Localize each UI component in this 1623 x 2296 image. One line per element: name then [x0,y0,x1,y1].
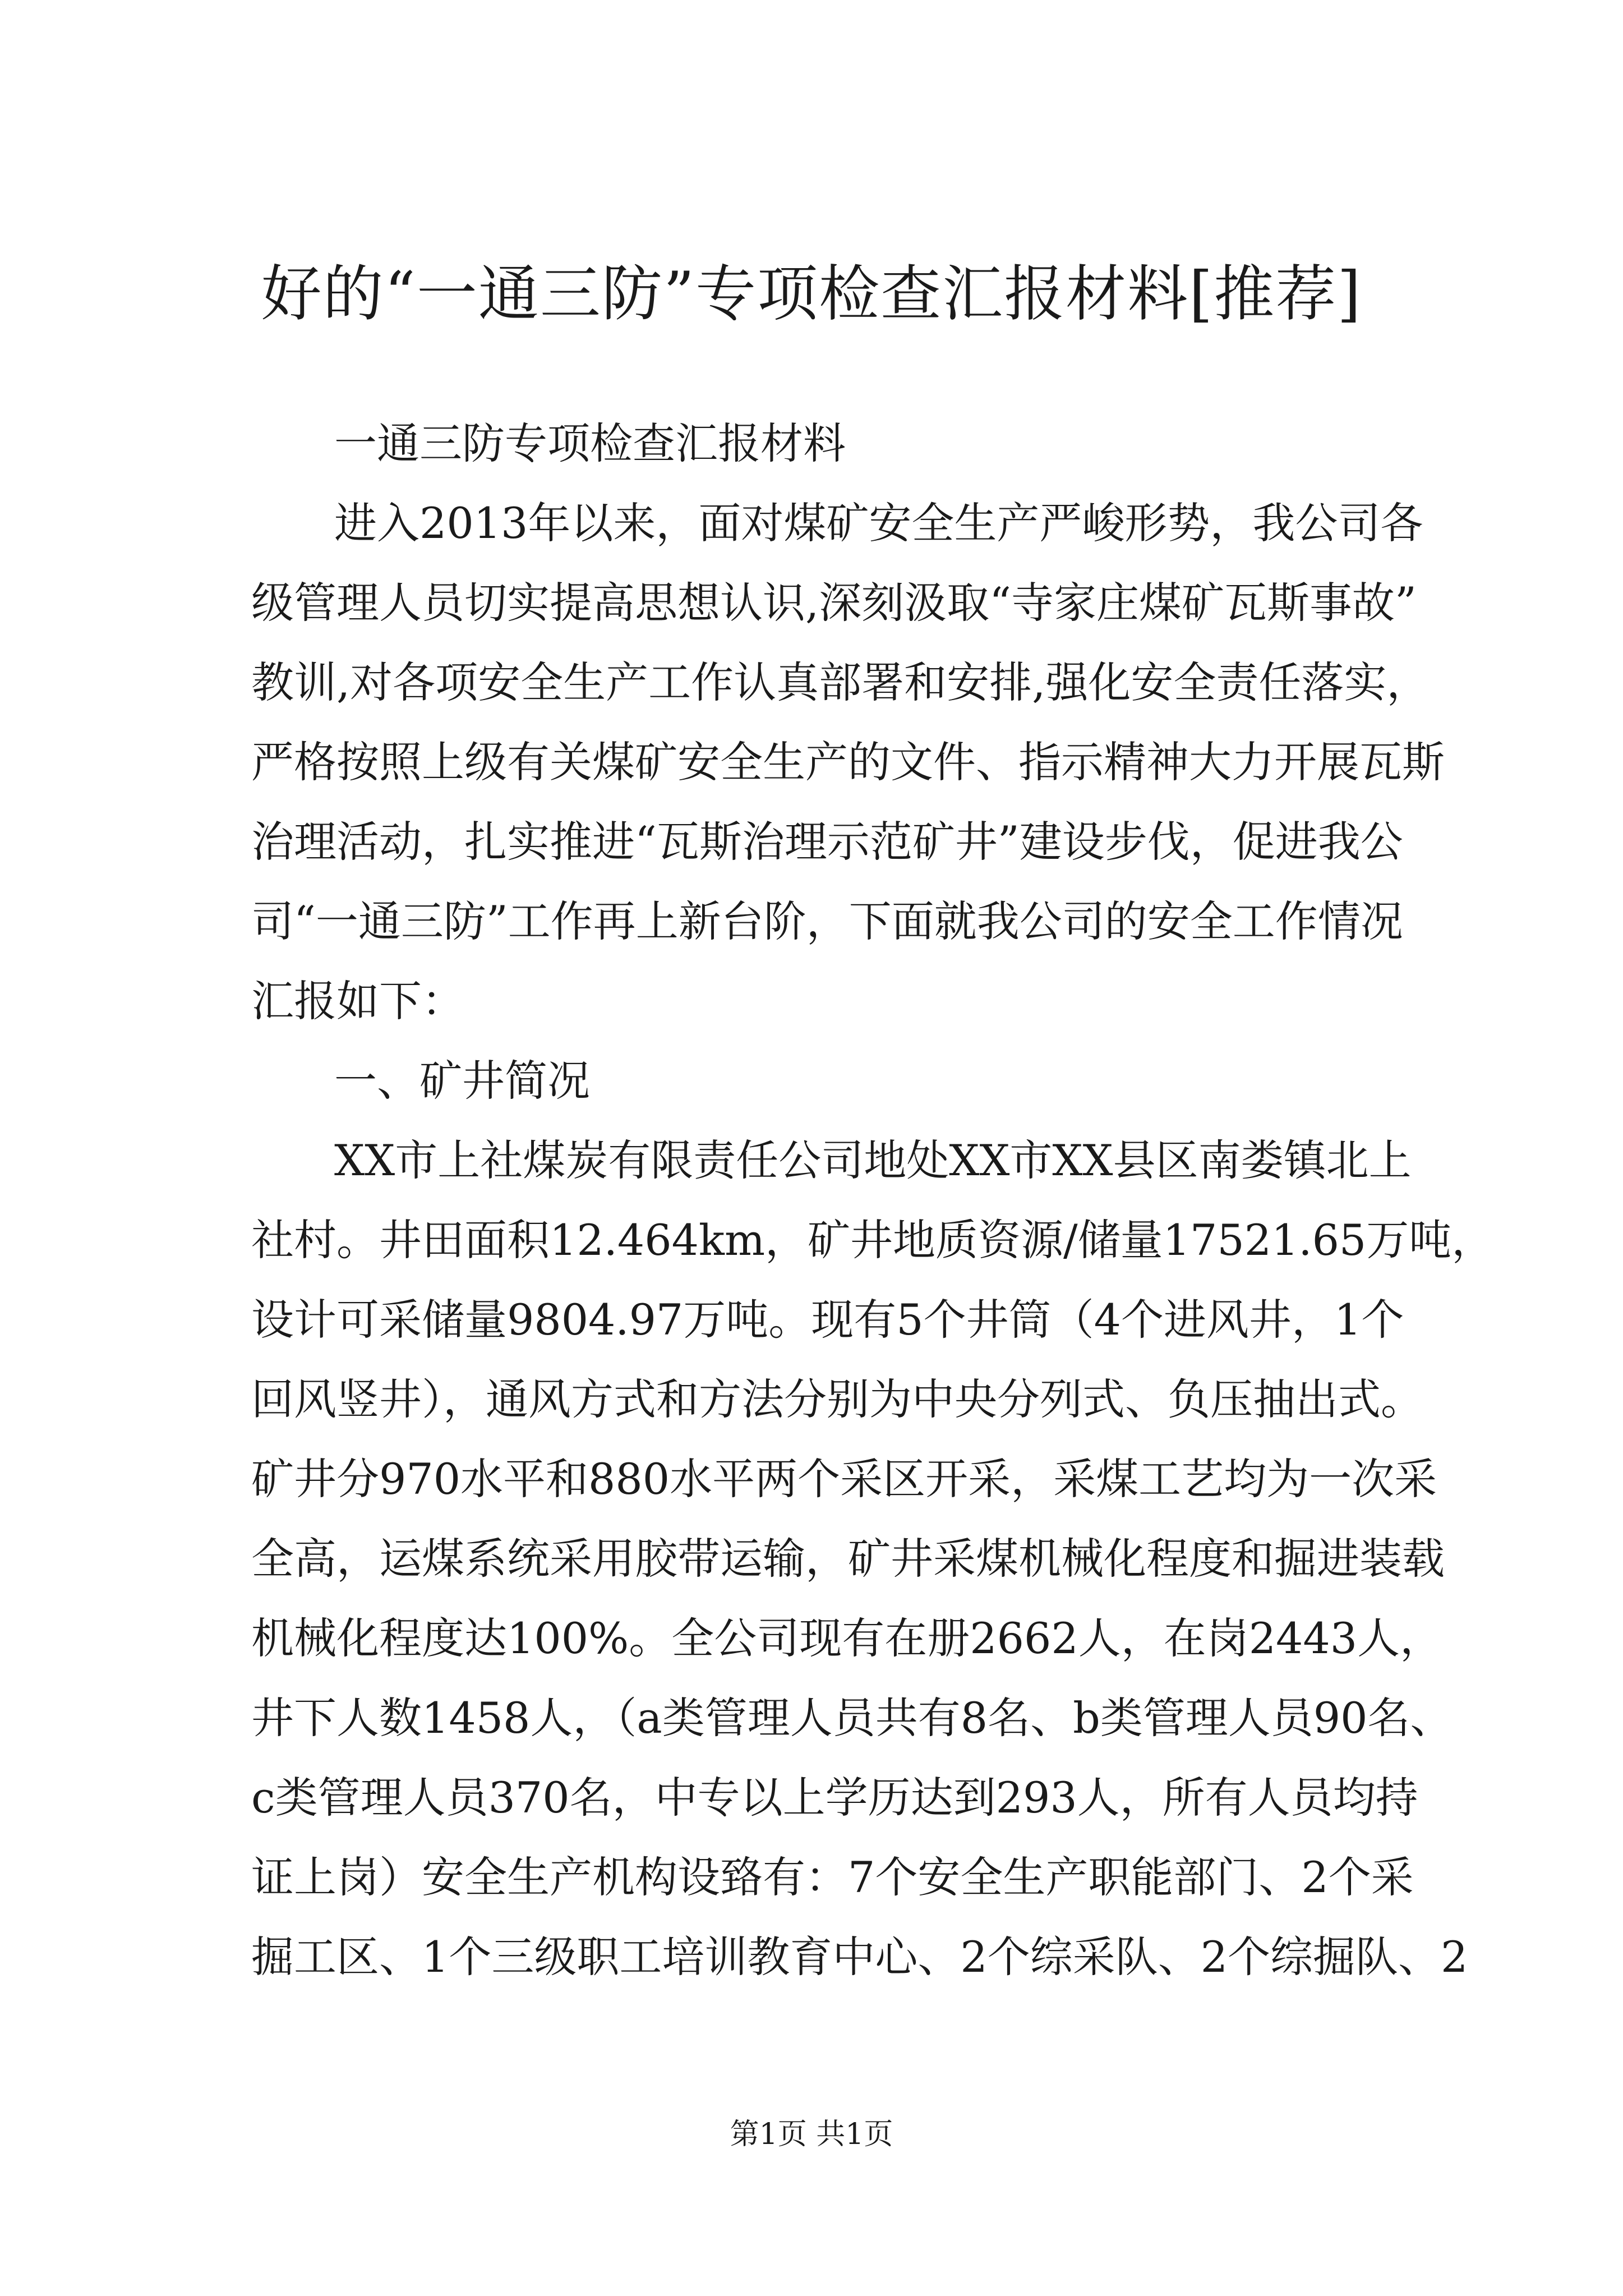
section-heading: 一、矿井简况 [334,1056,590,1106]
paragraph-line: 矿井分970水平和880水平两个采区开采，采煤工艺均为一次采 [251,1454,1437,1504]
paragraph-line: 进入2013年以来，面对煤矿安全生产严峻形势，我公司各 [334,498,1423,548]
paragraph-line: 机械化程度达100%。全公司现有在册2662人，在岗2443人， [251,1613,1443,1663]
subtitle-line: 一通三防专项检查汇报材料 [334,418,846,468]
paragraph-line: 教训,对各项安全生产工作认真部署和安排,强化安全责任落实， [251,657,1430,707]
paragraph-line: 司“一通三防”工作再上新台阶，下面就我公司的安全工作情况 [251,896,1403,946]
paragraph-line: 汇报如下： [251,976,464,1026]
paragraph-line: 级管理人员切实提高思想认识,深刻汲取“寺家庄煤矿瓦斯事故” [251,578,1417,628]
paragraph-line: XX市上社煤炭有限责任公司地处XX市XX县区南娄镇北上 [334,1135,1412,1185]
page-footer: 第1页 共1页 [730,2118,893,2151]
paragraph-line: 证上岗）安全生产机构设臵有：7个安全生产职能部门、2个采 [251,1852,1414,1902]
paragraph-line: 回风竖井），通风方式和方法分别为中央分列式、负压抽出式。 [251,1374,1423,1424]
paragraph-line: 治理活动，扎实推进“瓦斯治理示范矿井”建设步伐，促进我公 [251,817,1403,867]
paragraph-line: 社村。井田面积12.464km，矿井地质资源/储量17521.65万吨， [251,1215,1495,1265]
paragraph-line: 掘工区、1个三级职工培训教育中心、2个综采队、2个综掘队、2 [251,1932,1468,1982]
paragraph-line: 井下人数1458人，（a类管理人员共有8名、b类管理人员90名、 [251,1693,1453,1743]
document-title: 好的“一通三防”专项检查汇报材料[推荐] [261,259,1362,329]
paragraph-line: 全高，运煤系统采用胶带运输，矿井采煤机械化程度和掘进装载 [251,1534,1445,1584]
document-body [251,404,1495,1997]
paragraph-line: 设计可采储量9804.97万吨。现有5个井筒（4个进风井，1个 [251,1295,1404,1345]
paragraph-line: c类管理人员370名，中专以上学历达到293人，所有人员均持 [251,1773,1418,1823]
paragraph-line: 严格按照上级有关煤矿安全生产的文件、指示精神大力开展瓦斯 [251,737,1445,787]
